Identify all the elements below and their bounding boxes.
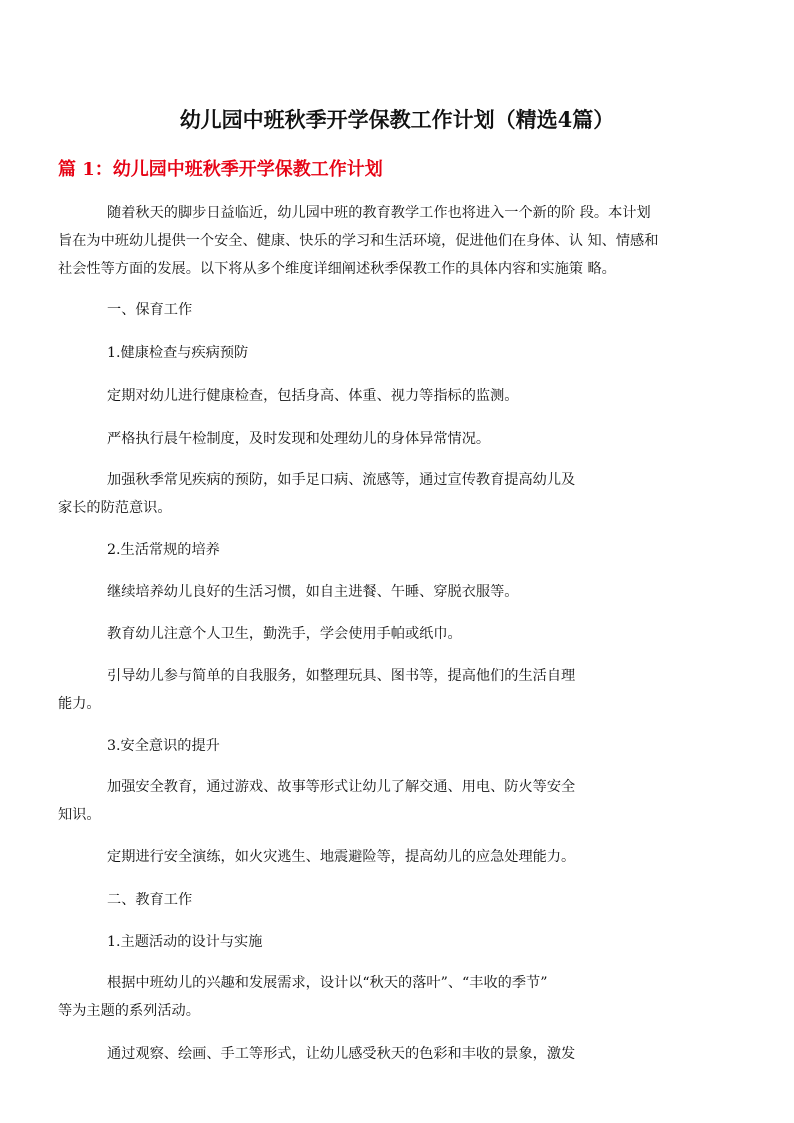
paragraph-line: 1.健康检查与疾病预防: [107, 345, 249, 361]
paragraph-line: 加强秋季常见疾病的预防，如手足口病、流感等，通过宣传教育提高幼儿及: [107, 472, 576, 488]
paragraph: [58, 382, 738, 410]
paragraph-line: 家长的防范意识。: [58, 500, 172, 516]
heading-education-work: [58, 886, 738, 914]
paragraph-line: 定期对幼儿进行健康检查，包括身高、体重、视力等指标的监测。: [107, 388, 519, 404]
paragraph: [58, 843, 738, 871]
paragraph: [58, 425, 738, 453]
paragraph-line: 1.主题活动的设计与实施: [107, 934, 263, 950]
paragraph-line: 严格执行晨午检制度，及时发现和处理幼儿的身体异常情况。: [107, 431, 491, 447]
paragraph-line: 定期进行安全演练，如火灾逃生、地震避险等，提高幼儿的应急处理能力。: [107, 849, 576, 865]
paragraph: [58, 773, 738, 829]
paragraph-line: 二、教育工作: [107, 892, 193, 908]
paragraph-line: 能力。: [58, 696, 101, 712]
paragraph: [58, 578, 738, 606]
paragraph-line: 教育幼儿注意个人卫生，勤洗手，学会使用手帕或纸巾。: [107, 626, 462, 642]
paragraph-line: 随着秋天的脚步日益临近，幼儿园中班的教育教学工作也将进入一个新的阶 段。本计划: [107, 205, 651, 221]
subheading-health: [58, 339, 738, 367]
heading-care-work: [58, 296, 738, 324]
paragraph-intro: [58, 199, 738, 283]
paragraph: [58, 662, 738, 718]
document-title: 幼儿园中班秋季开学保教工作计划（精选4篇）: [179, 107, 615, 132]
paragraph-line: 加强安全教育，通过游戏、故事等形式让幼儿了解交通、用电、防火等安全: [107, 779, 576, 795]
paragraph-line: 根据中班幼儿的兴趣和发展需求，设计以“秋天的落叶”、“丰收的季节”: [107, 975, 548, 991]
paragraph-line: 继续培养幼儿良好的生活习惯，如自主进餐、午睡、穿脱衣服等。: [107, 584, 519, 600]
paragraph: [58, 620, 738, 648]
paragraph-line: 知识。: [58, 807, 101, 823]
paragraph-line: 2.生活常规的培养: [107, 542, 220, 558]
subheading-routine: [58, 536, 738, 564]
subheading-safety: [58, 732, 738, 760]
section-title: 篇 1：幼儿园中班秋季开学保教工作计划: [58, 159, 383, 180]
paragraph: [58, 1040, 738, 1068]
paragraph: [58, 466, 738, 522]
paragraph-line: 社会性等方面的发展。以下将从多个维度详细阐述秋季保教工作的具体内容和实施策 略。: [58, 261, 616, 277]
paragraph-line: 3.安全意识的提升: [107, 738, 220, 754]
subheading-theme-activities: [58, 928, 738, 956]
paragraph: [58, 969, 738, 1025]
paragraph-line: 一、保育工作: [107, 302, 193, 318]
paragraph-line: 旨在为中班幼儿提供一个安全、健康、快乐的学习和生活环境，促进他们在身体、认 知、情感和: [58, 233, 659, 249]
paragraph-line: 等为主题的系列活动。: [58, 1003, 200, 1019]
paragraph-line: 引导幼儿参与简单的自我服务，如整理玩具、图书等，提高他们的生活自理: [107, 668, 576, 684]
paragraph-line: 通过观察、绘画、手工等形式，让幼儿感受秋天的色彩和丰收的景象，激发: [107, 1046, 576, 1062]
